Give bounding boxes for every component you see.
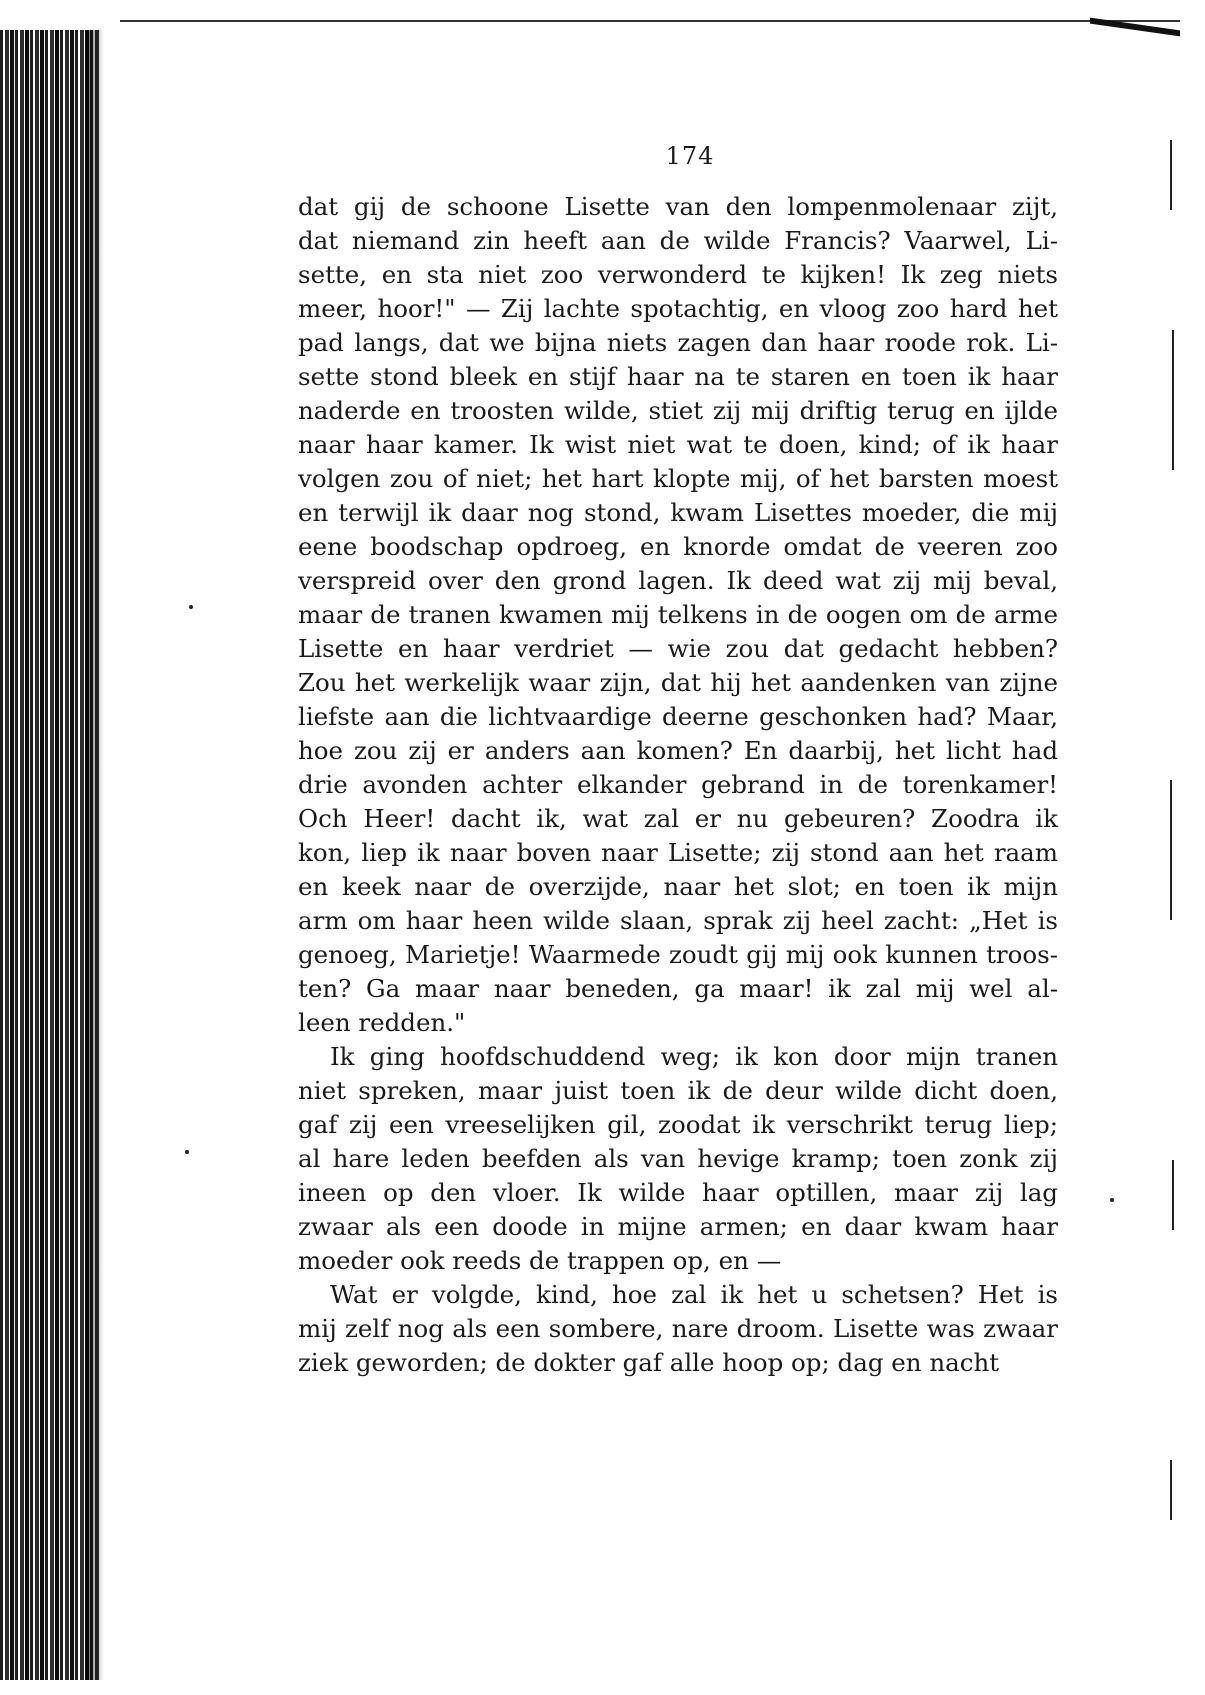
text-line: al hare leden beefden als van hevige kramp; toen zonk zij xyxy=(298,1144,1058,1173)
text-line: meer, hoor!" — Zij lachte spotachtig, en vloog zoo hard het xyxy=(298,294,1058,323)
text-line: Lisette en haar verdriet — wie zou dat gedacht hebben? xyxy=(298,634,1058,663)
scan-speck xyxy=(1110,1198,1114,1202)
text-line: volgen zou of niet; het hart klopte mij, of het barsten moest xyxy=(298,464,1058,493)
paragraph xyxy=(298,1040,1058,1278)
text-line: Zou het werkelijk waar zijn, dat hij het aandenken van zijne xyxy=(298,668,1058,697)
paragraph xyxy=(298,190,1058,1040)
text-line: niet spreken, maar juist toen ik de deur wilde dicht doen, xyxy=(298,1076,1058,1105)
text-line: ten? Ga maar naar beneden, ga maar! ik zal mij wel al- xyxy=(298,974,1058,1003)
margin-mark xyxy=(1172,330,1174,470)
scan-speck xyxy=(185,1150,189,1154)
text-line: drie avonden achter elkander gebrand in de torenkamer! xyxy=(298,770,1058,799)
text-line: zwaar als een doode in mijne armen; en daar kwam haar xyxy=(298,1212,1058,1241)
text-line: genoeg, Marietje! Waarmede zoudt gij mij ook kunnen troos- xyxy=(298,940,1058,969)
margin-mark xyxy=(1172,1160,1174,1230)
text-line: leen redden." xyxy=(298,1008,466,1037)
text-line: dat gij de schoone Lisette van den lompenmolenaar zijt, xyxy=(298,192,1058,221)
text-line: en keek naar de overzijde, naar het slot; en toen ik mijn xyxy=(298,872,1058,901)
text-line: en terwijl ik daar nog stond, kwam Lisettes moeder, die mij xyxy=(298,498,1058,527)
text-line: sette stond bleek en stijf haar na te staren en toen ik haar xyxy=(298,362,1058,391)
text-line: liefste aan die lichtvaardige deerne geschonken had? Maar, xyxy=(298,702,1058,731)
body-text xyxy=(298,190,1058,1380)
text-line: moeder ook reeds de trappen op, en — xyxy=(298,1246,782,1275)
text-line: kon, liep ik naar boven naar Lisette; zij stond aan het raam xyxy=(298,838,1058,867)
gutter-shadow xyxy=(86,30,104,1680)
margin-mark xyxy=(1170,1460,1172,1520)
text-line: sette, en sta niet zoo verwonderd te kijken! Ik zeg niets xyxy=(298,260,1058,289)
page-number: 174 xyxy=(665,142,715,170)
text-line: naar haar kamer. Ik wist niet wat te doen, kind; of ik haar xyxy=(298,430,1058,459)
text-line: pad langs, dat we bijna niets zagen dan haar roode rok. Li- xyxy=(298,328,1058,357)
paragraph xyxy=(298,1278,1058,1380)
text-line: mij zelf nog als een sombere, nare droom. Lisette was zwaar xyxy=(298,1314,1058,1343)
text-line: dat niemand zin heeft aan de wilde Francis? Vaarwel, Li- xyxy=(298,226,1058,255)
text-line: verspreid over den grond lagen. Ik deed wat zij mij beval, xyxy=(298,566,1058,595)
text-line: arm om haar heen wilde slaan, sprak zij heel zacht: „Het is xyxy=(298,906,1058,935)
text-line: naderde en troosten wilde, stiet zij mij driftig terug en ijlde xyxy=(298,396,1058,425)
text-line: Och Heer! dacht ik, wat zal er nu gebeuren? Zoodra ik xyxy=(298,804,1058,833)
text-line: gaf zij een vreeselijken gil, zoodat ik verschrikt terug liep; xyxy=(298,1110,1058,1139)
book-spine-shadow xyxy=(0,30,100,1680)
page-top-edge xyxy=(120,20,1180,22)
scan-speck xyxy=(189,605,193,609)
text-line: Ik ging hoofdschuddend weg; ik kon door mijn tranen xyxy=(330,1042,1058,1071)
text-line: hoe zou zij er anders aan komen? En daarbij, het licht had xyxy=(298,736,1058,765)
text-line: ineen op den vloer. Ik wilde haar optillen, maar zij lag xyxy=(298,1178,1058,1207)
margin-mark xyxy=(1170,780,1172,920)
text-line: ziek geworden; de dokter gaf alle hoop op; dag en nacht xyxy=(298,1348,1000,1377)
text-line: maar de tranen kwamen mij telkens in de oogen om de arme xyxy=(298,600,1058,629)
text-line: Wat er volgde, kind, hoe zal ik het u schetsen? Het is xyxy=(330,1280,1058,1309)
text-line: eene boodschap opdroeg, en knorde omdat de veeren zoo xyxy=(298,532,1058,561)
